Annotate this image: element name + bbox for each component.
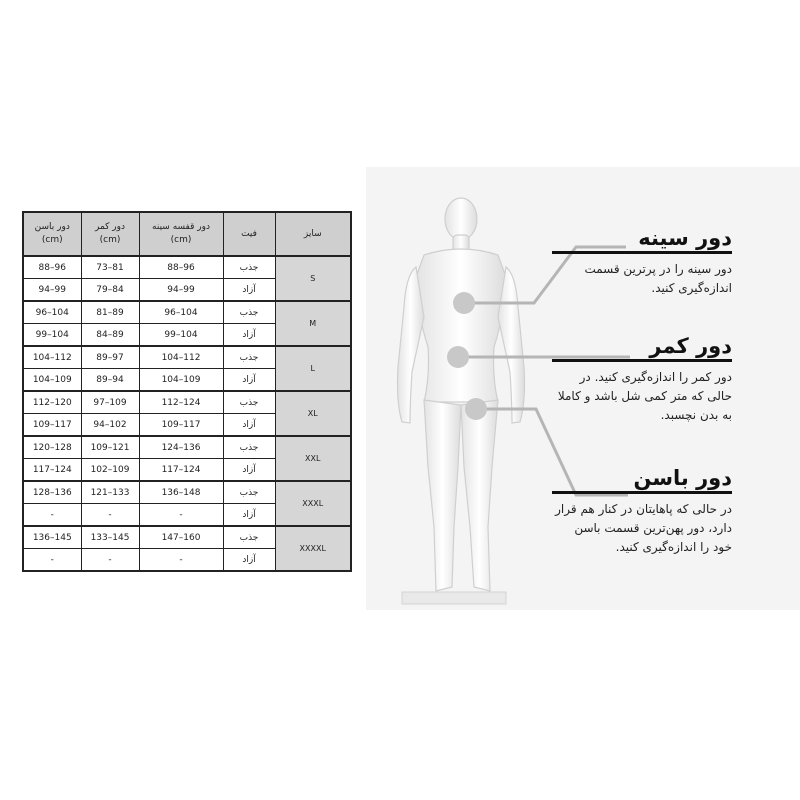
mannequin-base [402, 592, 506, 604]
cell-chest: 96–104 [139, 301, 223, 324]
cell-hip: 88–96 [23, 256, 81, 279]
header-size: سایز [275, 212, 351, 256]
cell-waist: 133–145 [81, 526, 139, 549]
cell-fit: آزاد [223, 549, 275, 572]
cell-waist: 97–109 [81, 391, 139, 414]
cell-chest: 109–117 [139, 414, 223, 437]
cell-waist: 89–94 [81, 369, 139, 392]
cell-chest: 147–160 [139, 526, 223, 549]
cell-chest: 112–124 [139, 391, 223, 414]
cell-chest: 104–112 [139, 346, 223, 369]
cell-hip: - [23, 549, 81, 572]
cell-fit: آزاد [223, 504, 275, 527]
table-row [23, 346, 351, 369]
cell-fit: آزاد [223, 459, 275, 482]
cell-fit: آزاد [223, 279, 275, 302]
cell-chest: 124–136 [139, 436, 223, 459]
cell-waist: 89–97 [81, 346, 139, 369]
table-row [23, 436, 351, 459]
hip-title: دور باسن [633, 466, 732, 490]
header-waist: دور کمر (cm) [81, 212, 139, 256]
cell-size: XL [275, 391, 351, 436]
cell-chest: 136–148 [139, 481, 223, 504]
cell-hip: 109–117 [23, 414, 81, 437]
table-row [23, 481, 351, 504]
cell-fit: جذب [223, 346, 275, 369]
cell-size: XXXL [275, 481, 351, 526]
hip-marker [465, 398, 487, 420]
chest-marker [453, 292, 475, 314]
cell-fit: جذب [223, 256, 275, 279]
cell-fit: جذب [223, 436, 275, 459]
cell-hip: 117–124 [23, 459, 81, 482]
cell-size: L [275, 346, 351, 391]
table-row [23, 256, 351, 279]
chest-guide [552, 225, 732, 298]
measurement-guide-panel [366, 167, 800, 610]
cell-chest: 94–99 [139, 279, 223, 302]
cell-size: M [275, 301, 351, 346]
table-header-row [23, 212, 351, 256]
cell-chest: 117–124 [139, 459, 223, 482]
cell-waist: 109–121 [81, 436, 139, 459]
chest-title: دور سینه [638, 226, 732, 250]
table-row [23, 391, 351, 414]
cell-hip: 120–128 [23, 436, 81, 459]
cell-fit: جذب [223, 301, 275, 324]
cell-chest: 104–109 [139, 369, 223, 392]
chest-description: دور سینه را در پرترین قسمت اندازه‌گیری کنید. [584, 262, 732, 295]
chest-title-underline [552, 251, 732, 254]
table-body [23, 256, 351, 571]
hip-guide [552, 465, 732, 557]
cell-hip: 136–145 [23, 526, 81, 549]
cell-fit: جذب [223, 526, 275, 549]
cell-size: XXL [275, 436, 351, 481]
cell-hip: 94–99 [23, 279, 81, 302]
waist-marker [447, 346, 469, 368]
cell-fit: آزاد [223, 369, 275, 392]
waist-description: دور کمر را اندازه‌گیری کنید. در حالی که متر کمی شل باشد و کاملا به بدن نچسبد. [557, 370, 732, 422]
cell-hip: - [23, 504, 81, 527]
cell-hip: 99–104 [23, 324, 81, 347]
cell-size: XXXXL [275, 526, 351, 571]
cell-size: S [275, 256, 351, 301]
cell-waist: - [81, 504, 139, 527]
hip-title-underline [552, 491, 732, 494]
cell-waist: 121–133 [81, 481, 139, 504]
cell-fit: جذب [223, 481, 275, 504]
cell-waist: 102–109 [81, 459, 139, 482]
cell-hip: 104–112 [23, 346, 81, 369]
cell-waist: - [81, 549, 139, 572]
cell-hip: 112–120 [23, 391, 81, 414]
cell-fit: آزاد [223, 324, 275, 347]
cell-chest: 88–96 [139, 256, 223, 279]
cell-waist: 81–89 [81, 301, 139, 324]
cell-hip: 96–104 [23, 301, 81, 324]
cell-waist: 79–84 [81, 279, 139, 302]
waist-title-underline [552, 359, 732, 362]
cell-chest: - [139, 504, 223, 527]
cell-fit: آزاد [223, 414, 275, 437]
cell-hip: 128–136 [23, 481, 81, 504]
table-row [23, 526, 351, 549]
header-hip: دور باسن (cm) [23, 212, 81, 256]
header-chest: دور قفسه سینه (cm) [139, 212, 223, 256]
cell-waist: 84–89 [81, 324, 139, 347]
size-chart-table [22, 211, 352, 572]
cell-hip: 104–109 [23, 369, 81, 392]
mannequin-body [398, 198, 525, 591]
header-fit: فیت [223, 212, 275, 256]
waist-title: دور کمر [649, 334, 732, 358]
cell-fit: جذب [223, 391, 275, 414]
table-row [23, 301, 351, 324]
hip-description: در حالی که پاهایتان در کنار هم قرار دارد، دور پهن‌ترین قسمت باسن خود را اندازه‌گیری کنید. [555, 502, 732, 554]
waist-guide [552, 333, 732, 425]
cell-chest: 99–104 [139, 324, 223, 347]
cell-chest: - [139, 549, 223, 572]
cell-waist: 94–102 [81, 414, 139, 437]
cell-waist: 73–81 [81, 256, 139, 279]
